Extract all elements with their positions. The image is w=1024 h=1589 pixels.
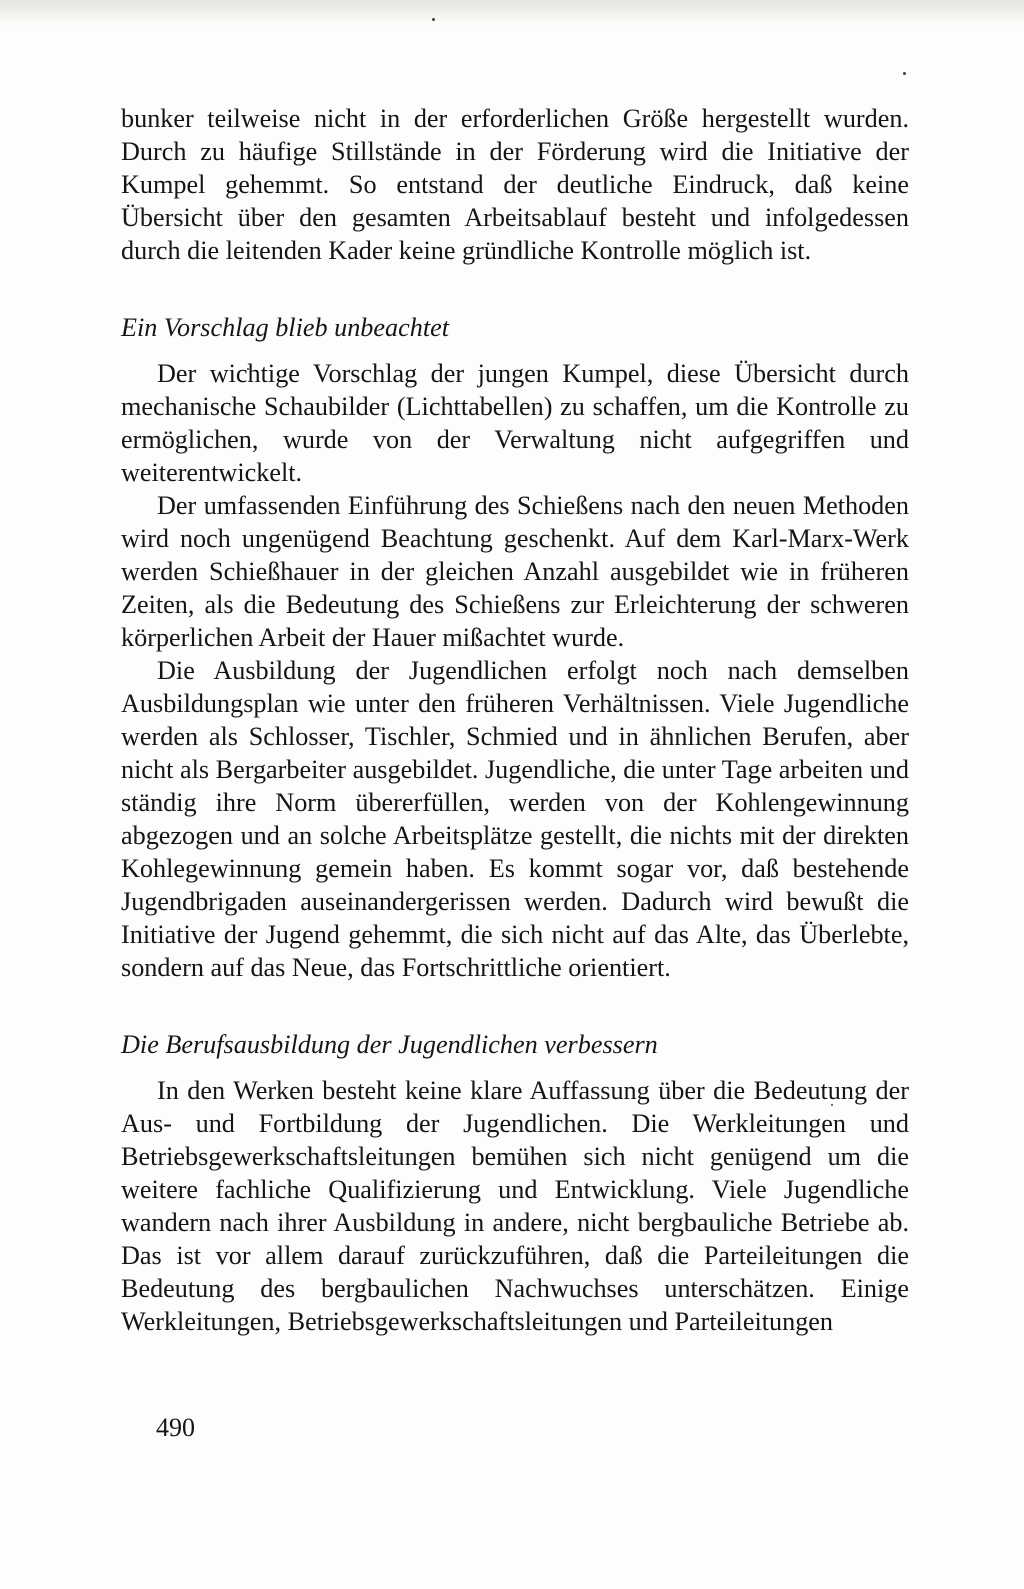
scan-speck (903, 72, 906, 75)
body-paragraph: Die Ausbildung der Jugendlichen erfolgt noch nach demselben Ausbildungsplan wie unter den früheren Verhältnissen. Viele Jugendliche werden als Schlosser, Tischler, Schmied und in ähnlichen Berufen, aber nicht als Bergarbeiter ausgebildet. Jugendliche, die unter Tage arbeiten und ständig ihre Norm übererfüllen, werden von der Kohlengewinnung abgezogen und an solche Arbeitsplätze gestellt, die nichts mit der direkten Kohlegewinnung gemein haben. Es kommt sogar vor, daß bestehende Jugendbrigaden auseinandergerissen werden. Dadurch wird bewußt die Initiative der Jugend gehemmt, die sich nicht auf das Alte, das Überlebte, sondern auf das Neue, das Fortschrittliche orientiert. (121, 656, 909, 982)
section-heading-berufsausbildung: Die Berufsausbildung der Jugendlichen verbessern (121, 1030, 658, 1059)
scan-top-edge (0, 0, 1024, 26)
opening-paragraph-block (121, 102, 909, 267)
opening-paragraph: bunker teilweise nicht in der erforderlichen Größe hergestellt wurden. Durch zu häufige Stillstände in der Förderung wird die Initiative der Kumpel gehemmt. So entstand der deutliche Eindruck, daß keine Übersicht über den gesamten Arbeitsablauf besteht und infolgedessen durch die leitenden Kader keine gründliche Kontrolle möglich ist. (121, 104, 909, 265)
section-berufsausbildung (121, 1074, 909, 1338)
section-heading-vorschlag: Ein Vorschlag blieb unbeachtet (121, 313, 450, 342)
body-paragraph: Der umfassenden Einführung des Schießens nach den neuen Methoden wird noch ungenügend Beachtung geschenkt. Auf dem Karl-Marx-Werk werden Schießhauer in der gleichen Anzahl ausgebildet wie in früheren Zeiten, als die Bedeutung des Schießens zur Erleichterung der schweren körperlichen Arbeit der Hauer mißachtet wurde. (121, 491, 909, 652)
section-vorschlag (121, 357, 909, 984)
body-paragraph: Der wichtige Vorschlag der jungen Kumpel, diese Übersicht durch mechanische Schaubilder (Lichttabellen) zu schaffen, um die Kontrolle zu ermöglichen, wurde von der Verwaltung nicht aufgegriffen und weiterentwickelt. (121, 359, 909, 487)
page-number: 490 (156, 1413, 195, 1442)
body-paragraph: In den Werken besteht keine klare Auffassung über die Bedeutung der Aus- und Fortbildung der Jugendlichen. Die Werkleitungen und Betriebsgewerkschaftsleitungen bemühen sich nicht genügend um die weitere fachliche Qualifizierung und Entwicklung. Viele Jugendliche wandern nach ihrer Ausbildung in andere, nicht bergbauliche Betriebe ab. Das ist vor allem darauf zurückzuführen, daß die Parteileitungen die Bedeutung des bergbaulichen Nachwuchses unterschätzen. Einige Werkleitungen, Betriebsgewerkschaftsleitungen und Parteileitungen (121, 1076, 909, 1336)
page-body (121, 102, 909, 1338)
scan-speck (432, 18, 435, 21)
